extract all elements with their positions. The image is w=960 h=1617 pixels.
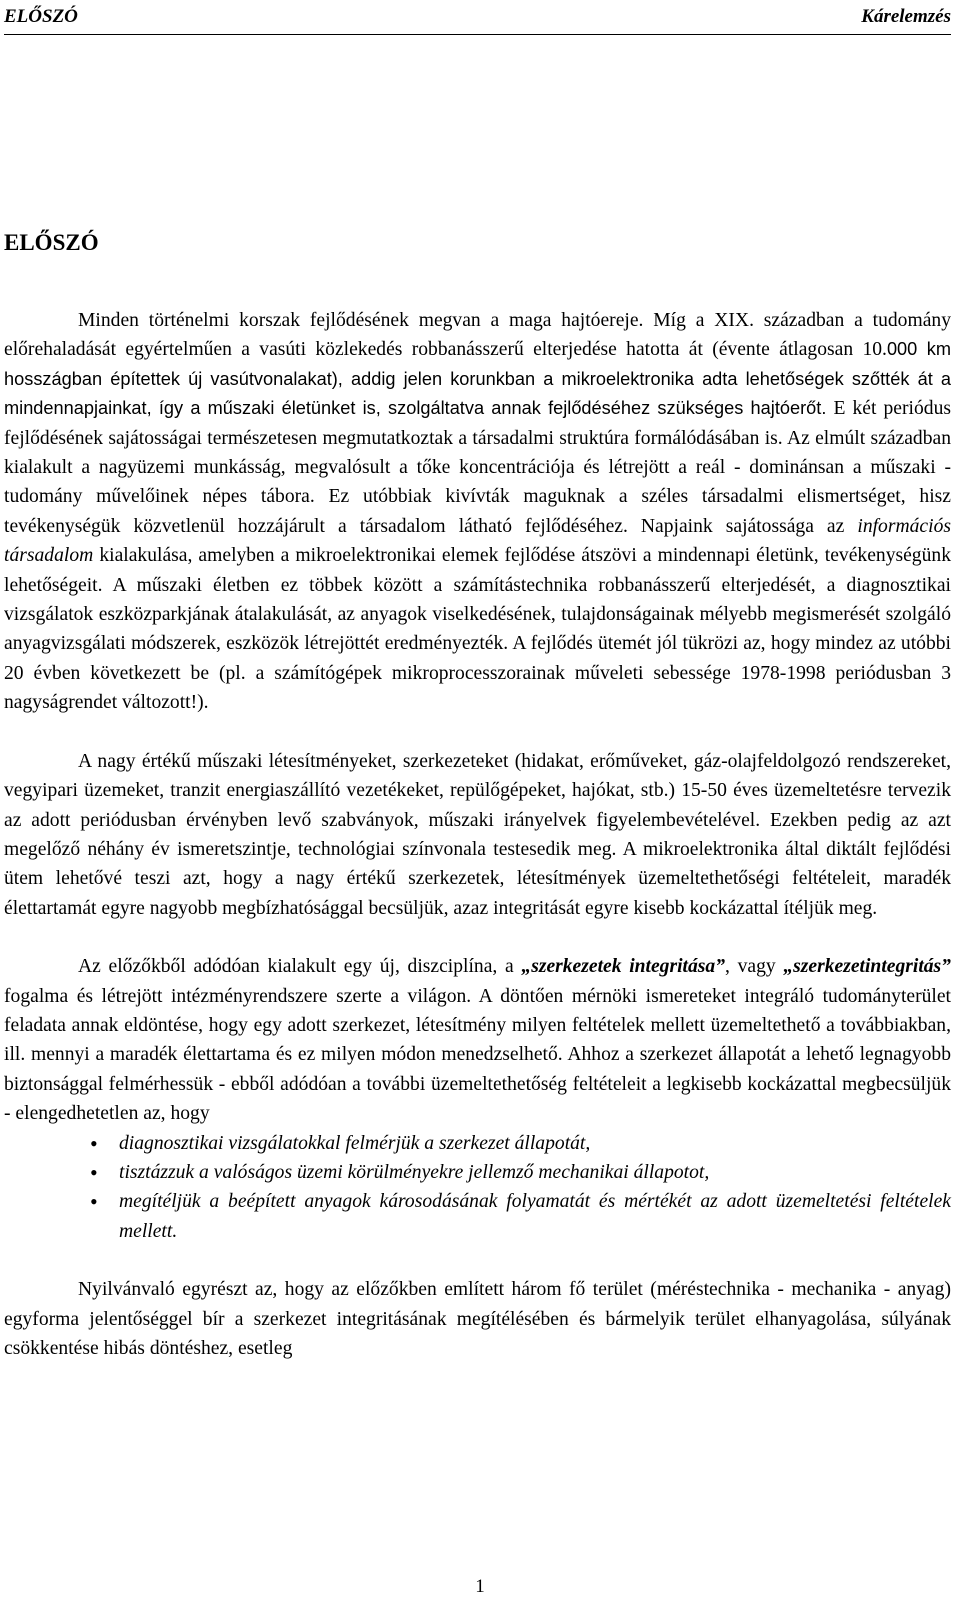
list-item-text: tisztázzuk a valóságos üzemi körülményekre jellemző mechanikai állapotot, (119, 1161, 710, 1183)
paragraph-3 (4, 952, 951, 1128)
p3-text-a: Az előzőkből adódóan kialakult egy új, diszciplína, a (78, 956, 522, 978)
p1-text-e: kialakulása, amelyben a mikroelektronikai elemek fejlődése átszövi a mindennapi életünk, tevékenységünk lehetőségeit. A műszaki életben ez többek között a számítástechnika robbanásszerű elterjedését, a diagnosztikai vizsgálatok eszközparkjának átalakulását, az anyagok viselkedésének, tulajdonságainak mélyebb megismerését szolgáló anyagvizsgálati módszerek, eszközök létrejöttét eredményezték. A fejlődés ütemét jól tükrözi az, hogy mindez az utóbbi 20 évben következett be (pl. a számítógépek mikroprocesszorainak műveleti sebessége 1978-1998 periódusban 3 nagyságrendet változott!). (4, 545, 951, 714)
header-right: Kárelemzés (861, 6, 951, 27)
p1-text-b: 000 km hosszágban építettek új vasútvonalakat), addig jelen korunkban a mikroelektronika adta lehetőségek szőtték át a mindennapjainkat, így a műszaki életünket is, szolgáltatva annak fejlődéséhez szükséges hajtóerőt. (4, 339, 951, 419)
list-item (4, 1158, 951, 1187)
document-body (4, 306, 951, 1392)
paragraph-4: Nyilvánvaló egyrészt az, hogy az előzőkben említett három fő terület (méréstechnika - mechanika - anyag) egyforma jelentőséggel bír a szerkezet integritásának megítélésében és bármelyik terület elhanyagolása, súlyának csökkentése hibás döntéshez, esetleg (4, 1279, 951, 1359)
list-item-text: megítéljük a beépített anyagok károsodásának folyamatát és mértékét az adott üzemeltetési feltételek mellett. (119, 1191, 951, 1242)
paragraph-2: A nagy értékű műszaki létesítményeket, szerkezeteket (hidakat, erőműveket, gáz-olajfeldolgozó rendszereket, vegyipari üzemeket, tranzit energiaszállító vezetékeket, repülőgépeket, hajókat, stb.) 15-50 éves üzemeltetésre tervezik az adott periódusban érvényben levő szabványok, műszaki irányelvek figyelembevételével. Ezekben pedig az azt megelőző néhány év ismeretszintje, technológiai színvonala testesedik meg. A mikroelektronika által diktált fejlődési ütem lehetővé teszi azt, hogy a nagy értékű szerkezetek, létesítmények üzemeltethetőségi feltételeit, maradék élettartamát egyre nagyobb megbízhatósággal becsüljük, azaz integritását egyre kisebb kockázattal ítéljük meg. (4, 750, 951, 919)
page-title: ELŐSZÓ (4, 230, 99, 255)
p3-term-1: „szerkezetek integritása” (521, 956, 725, 978)
bullet-icon: • (90, 1189, 98, 1215)
p3-term-2: „szerkezetintegritás” (783, 956, 951, 978)
header-left: ELŐSZÓ (4, 6, 78, 27)
paragraph-1 (4, 306, 951, 718)
bullet-icon: • (90, 1130, 98, 1156)
p1-text-a: Minden történelmi korszak fejlődésének megvan a maga hajtóereje. Míg a XIX. században a tudomány előrehaladását egyértelműen a vasúti közlekedés robbanásszerű elterjedése hatotta át (évente átlagosan 10. (4, 310, 951, 361)
list-item-text: diagnosztikai vizsgálatokkal felmérjük a szerkezet állapotát, (119, 1132, 591, 1154)
page-number: 1 (475, 1576, 485, 1597)
list-item (4, 1187, 951, 1246)
list-item (4, 1129, 951, 1158)
p1-text-c: E két periódus fejlődésének sajátosságai természetesen megmutatkoztak a társadalmi struktúra formálódásában is. Az elmúlt században kialakult a nagyüzemi munkásság, megvalósult a tőke koncentrációja és létrejött a reál - dominánsan a műszaki - tudomány művelőinek népes tábora. Ez utóbbiak kivívták maguknak a széles társadalmi elismertséget, hisz tevékenységük közvetlenül hozzájárult a társadalom látható fejlődéséhez. Napjaink sajátossága az (4, 398, 951, 537)
bullet-icon: • (90, 1159, 98, 1185)
p3-text-c: , vagy (725, 956, 784, 978)
page-header (4, 4, 951, 35)
bullet-list (4, 1129, 951, 1247)
p1-italic-term: információs társadalom (4, 515, 951, 567)
p3-text-e: fogalma és létrejött intézményrendszere szerte a világon. A döntően mérnöki ismereteket integráló tudományterület feladata annak eldöntése, hogy egy adott szerkezet, létesítmény milyen feltételek mellett üzemeltethető a továbbiakban, ill. mennyi a maradék élettartama és ez milyen módon menedzselhető. Ahhoz a szerkezet állapotát a lehető legnagyobb biztonsággal felmérhessük - ebből adódóan a további üzemeltethetőség feltételeit a legkisebb kockázattal megbecsüljük - elengedhetetlen az, hogy (4, 985, 951, 1125)
